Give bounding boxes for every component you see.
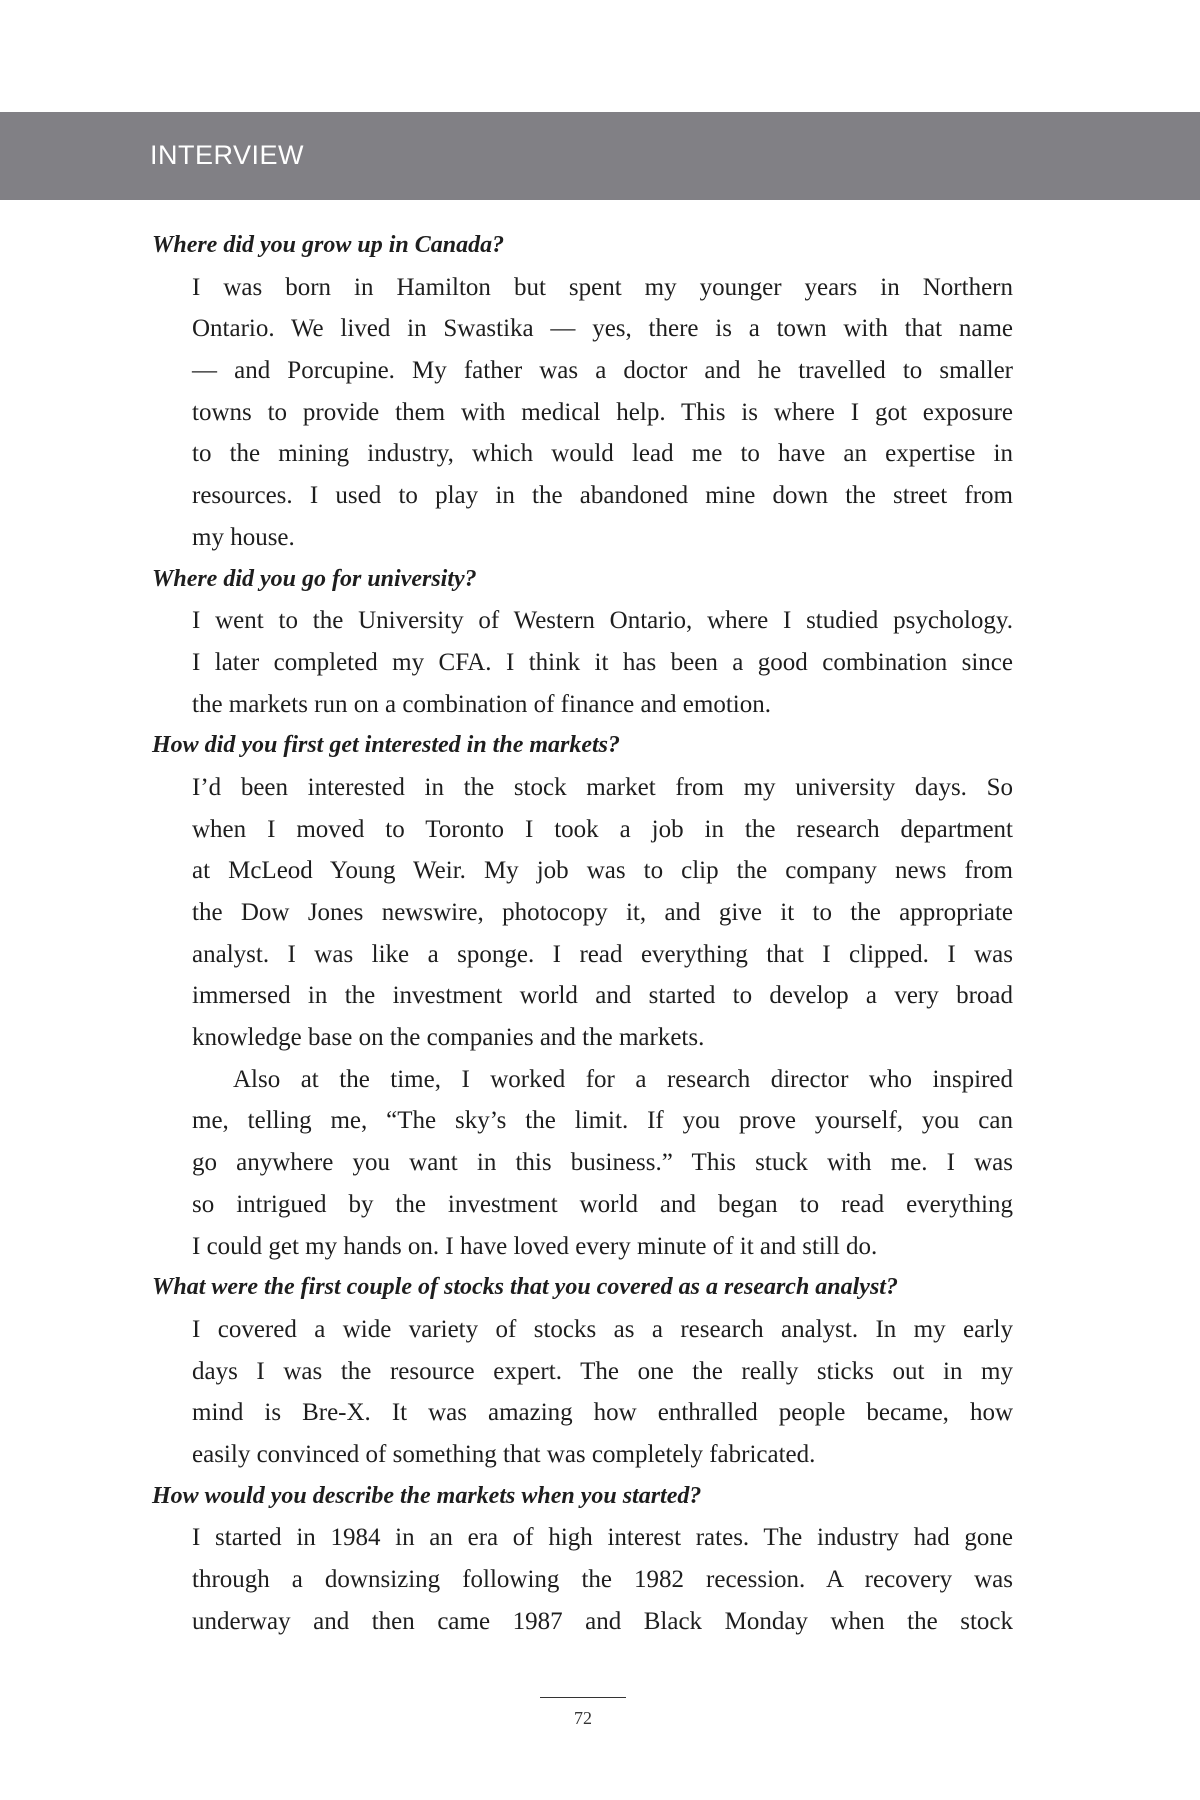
answer-line: the markets run on a combination of finance and emotion. (192, 690, 771, 718)
interview-question: Where did you grow up in Canada? (152, 232, 505, 258)
answer-line: analyst. I was like a sponge. I read everything that I clipped. I was (192, 940, 1013, 968)
answer-line: days I was the resource expert. The one the really sticks out in my (192, 1357, 1013, 1385)
interview-question: What were the first couple of stocks that you covered as a research analyst? (152, 1274, 898, 1301)
answer-line: go anywhere you want in this business.” This stuck with me. I was (192, 1149, 1013, 1177)
answer-line: Also at the time, I worked for a research director who inspired (233, 1065, 1013, 1093)
answer-line: I’d been interested in the stock market from my university days. So (192, 773, 1013, 801)
section-header-band (0, 112, 1200, 200)
answer-line: the Dow Jones newswire, photocopy it, and give it to the appropriate (192, 899, 1013, 926)
answer-line: towns to provide them with medical help. This is where I got exposure (192, 398, 1013, 426)
page-number: 72 (574, 1708, 592, 1728)
answer-line: knowledge base on the companies and the markets. (192, 1024, 705, 1052)
answer-line: me, telling me, “The sky’s the limit. If you prove yourself, you can (192, 1107, 1013, 1135)
interview-question: Where did you go for university? (152, 565, 477, 592)
answer-line: I later completed my CFA. I think it has been a good combination since (192, 648, 1013, 676)
answer-line: easily convinced of something that was completely fabricated. (192, 1440, 816, 1468)
answer-line: mind is Bre-X. It was amazing how enthralled people became, how (192, 1399, 1013, 1427)
answer-line: I went to the University of Western Ontario, where I studied psychology. (192, 607, 1013, 635)
answer-line: I could get my hands on. I have loved every minute of it and still do. (192, 1232, 878, 1260)
answer-line: I started in 1984 in an era of high interest rates. The industry had gone (192, 1524, 1013, 1552)
footer-divider (540, 1697, 626, 1698)
answer-line: underway and then came 1987 and Black Monday when the stock (192, 1607, 1013, 1635)
section-title: INTERVIEW (150, 140, 305, 170)
answer-line: I was born in Hamilton but spent my younger years in Northern (192, 273, 1013, 301)
answer-line: to the mining industry, which would lead me to have an expertise in (192, 440, 1013, 468)
answer-line: when I moved to Toronto I took a job in the research department (192, 815, 1013, 843)
answer-line: immersed in the investment world and started to develop a very broad (192, 982, 1013, 1010)
interview-question: How did you first get interested in the markets? (152, 732, 621, 759)
answer-line: through a downsizing following the 1982 recession. A recovery was (192, 1566, 1013, 1593)
answer-line: I covered a wide variety of stocks as a research analyst. In my early (192, 1315, 1013, 1343)
answer-line: Ontario. We lived in Swastika — yes, there is a town with that name (192, 315, 1013, 343)
interview-question: How would you describe the markets when you started? (152, 1482, 702, 1509)
answer-line: my house. (192, 523, 295, 551)
answer-line: — and Porcupine. My father was a doctor and he travelled to smaller (192, 357, 1013, 385)
answer-line: so intrigued by the investment world and began to read everything (192, 1190, 1013, 1218)
answer-line: at McLeod Young Weir. My job was to clip the company news from (192, 857, 1013, 885)
interview-body (0, 225, 1200, 1642)
answer-line: resources. I used to play in the abandoned mine down the street from (192, 482, 1013, 510)
